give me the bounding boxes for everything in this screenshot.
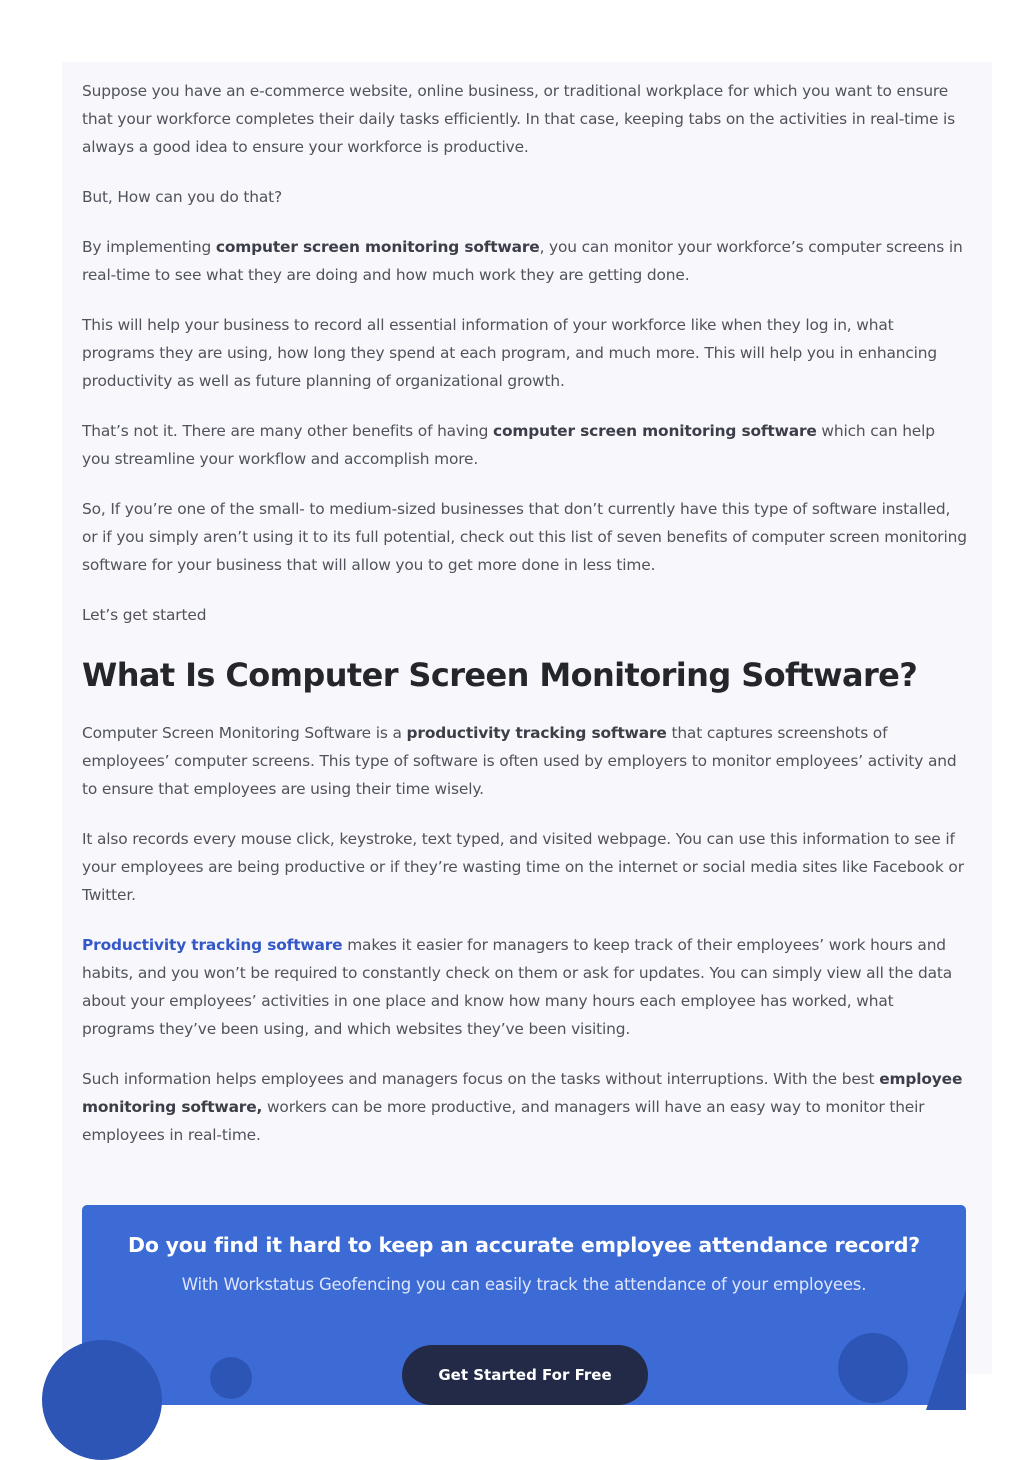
- text: which can help you streamline your workflow and accomplish more.: [82, 422, 935, 468]
- implementing-paragraph: [82, 233, 967, 289]
- promo-banner: [82, 1205, 966, 1405]
- text: makes it easier for managers to keep track of their employees’ work hours and habits, and you won’t be required to constantly check on them or ask for updates. You can simply view all the data about your employees’ activities in one place and know how many hours each employee has worked, what programs they’ve been using, and which websites they’ve been visiting.: [82, 936, 953, 1038]
- text: Such information helps employees and managers focus on the tasks without interruptions. With the best: [82, 1070, 880, 1088]
- benefits-paragraph: [82, 417, 967, 473]
- text: workers can be more productive, and managers will have an easy way to monitor their employees in real-time.: [82, 1098, 925, 1144]
- bold-term: employee monitoring software,: [82, 1070, 963, 1116]
- banner-title: Do you find it hard to keep an accurate employee attendance record?: [128, 1233, 920, 1257]
- focus-paragraph: [82, 1065, 967, 1149]
- section-heading: What Is Computer Screen Monitoring Software?: [82, 656, 918, 694]
- text: Computer Screen Monitoring Software is a: [82, 724, 407, 742]
- get-started-button[interactable]: Get Started For Free: [402, 1345, 648, 1405]
- bold-term: computer screen monitoring software: [215, 238, 540, 256]
- tracking-paragraph: [82, 931, 967, 1043]
- question-paragraph: But, How can you do that?: [82, 188, 283, 206]
- bold-term: productivity tracking software: [406, 724, 667, 742]
- text: , you can monitor your workforce’s computer screens in real-time to see what they are doing and how much work they are getting done.: [82, 238, 963, 284]
- definition-paragraph: [82, 719, 967, 803]
- decorative-dot: [210, 1357, 252, 1399]
- decorative-circle: [838, 1333, 908, 1403]
- text: that captures screenshots of employees’ computer screens. This type of software is often used by employers to monitor employees’ activity and to ensure that employees are using their time wisely.: [82, 724, 957, 798]
- record-paragraph: This will help your business to record all essential information of your workforce like when they log in, what programs they are using, how long they spend at each program, and much more. This will help you in enhancing productivity as well as future planning of organizational growth.: [82, 316, 938, 390]
- text: By implementing: [82, 238, 216, 256]
- article-body: [82, 77, 967, 1171]
- article-container: [62, 62, 992, 1384]
- decorative-triangle: [926, 1290, 966, 1410]
- banner-subtitle: With Workstatus Geofencing you can easily track the attendance of your employees.: [181, 1275, 867, 1294]
- intro-paragraph: Suppose you have an e-commerce website, online business, or traditional workplace for which you want to ensure that your workforce completes their daily tasks efficiently. In that case, keeping tabs on the activities in real-time is always a good idea to ensure your workforce is productive.: [82, 82, 956, 156]
- get-started-paragraph: Let’s get started: [82, 606, 207, 624]
- records-paragraph: It also records every mouse click, keystroke, text typed, and visited webpage. You can use this information to see if your employees are being productive or if they’re wasting time on the internet or social media sites like Facebook or Twitter.: [82, 830, 964, 904]
- productivity-tracking-link[interactable]: Productivity tracking software: [82, 936, 343, 954]
- bold-term: computer screen monitoring software: [493, 422, 817, 440]
- list-intro-paragraph: So, If you’re one of the small- to medium-sized businesses that don’t currently have this type of software installed, or if you simply aren’t using it to its full potential, check out this list of seven benefits of computer screen monitoring software for your business that will allow you to get more done in less time.: [82, 500, 967, 574]
- text: That’s not it. There are many other benefits of having: [82, 422, 494, 440]
- decorative-blob: [42, 1340, 162, 1460]
